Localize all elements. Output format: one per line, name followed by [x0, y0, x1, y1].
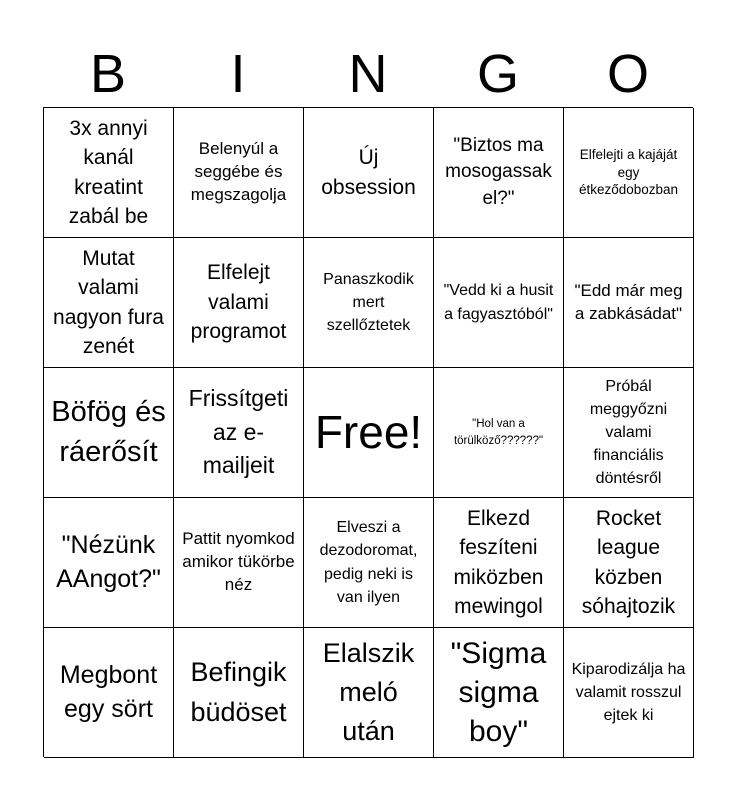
cell-text: "Biztos ma mosogassak el?"	[445, 134, 552, 209]
bingo-cell[interactable]	[304, 108, 434, 238]
cell-text: Rocket league közben sóhajtozik	[581, 506, 676, 618]
bingo-cell[interactable]	[44, 368, 174, 498]
bingo-cell[interactable]	[564, 108, 694, 238]
bingo-cell[interactable]	[564, 628, 694, 758]
cell-text: Megbont egy sört	[59, 660, 158, 723]
cell-text: Mutat valami nagyon fura zenét	[53, 246, 164, 358]
bingo-cell[interactable]	[434, 628, 564, 758]
bingo-cell[interactable]	[174, 238, 304, 368]
cell-text: Elalszik meló után	[322, 637, 415, 747]
bingo-card	[43, 107, 693, 757]
bingo-cell[interactable]	[44, 108, 174, 238]
bingo-cell[interactable]	[174, 108, 304, 238]
cell-text: Elfelejt valami programot	[190, 261, 287, 344]
cell-text: 3x annyi kanál kreatint zabál be	[68, 116, 149, 228]
cell-text: "Nézünk AAngot?"	[56, 530, 161, 593]
header-letter-o: O	[606, 44, 649, 104]
bingo-cell[interactable]	[44, 628, 174, 758]
header-letter-n: N	[348, 44, 388, 104]
cell-text: Próbál meggyőzni valami financiális döntésről	[589, 377, 668, 488]
header-letter-b: B	[89, 44, 127, 104]
cell-text: Új obsession	[321, 146, 416, 199]
bingo-cell[interactable]	[434, 238, 564, 368]
bingo-cell[interactable]	[174, 628, 304, 758]
cell-text: Elveszi a dezodoromat, pedig neki is van ilyen	[319, 519, 418, 606]
bingo-cell[interactable]	[174, 368, 304, 498]
bingo-cell[interactable]	[44, 498, 174, 628]
bingo-cell[interactable]	[44, 238, 174, 368]
cell-text: "Sigma sigma boy"	[450, 637, 547, 748]
header-letter-g: G	[476, 44, 519, 104]
bingo-cell[interactable]	[304, 498, 434, 628]
bingo-cell[interactable]	[304, 238, 434, 368]
bingo-cell[interactable]	[434, 498, 564, 628]
bingo-cell[interactable]	[304, 628, 434, 758]
bingo-cell[interactable]	[174, 498, 304, 628]
cell-text: Pattit nyomkod amikor tükörbe néz	[182, 529, 295, 594]
cell-text: Befingik büdöset	[190, 657, 287, 727]
cell-text: Belenyúl a seggébe és megszagolja	[190, 139, 287, 204]
cell-text: Elkezd feszíteni miközben mewingol	[453, 506, 544, 618]
cell-text: Böfög és ráerősít	[51, 396, 166, 468]
bingo-cell[interactable]	[564, 498, 694, 628]
bingo-cell[interactable]	[434, 108, 564, 238]
bingo-cell[interactable]	[564, 368, 694, 498]
cell-text: Elfelejti a kajáját egy étkeződobozban	[578, 147, 679, 198]
bingo-cell[interactable]	[434, 368, 564, 498]
free-cell-text: Free!	[314, 406, 423, 459]
cell-text: Frissítgeti az e-mailjeit	[188, 385, 289, 479]
cell-text: "Vedd ki a husit a fagyasztóból"	[443, 282, 554, 323]
cell-text: Panaszkodik mert szellőztetek	[323, 270, 414, 335]
cell-text: Kiparodizálja ha valamit rosszul ejtek ki	[571, 660, 686, 725]
cell-text: "Hol van a törülköző??????"	[453, 417, 544, 447]
bingo-header	[43, 40, 693, 108]
free-cell[interactable]	[304, 368, 434, 498]
bingo-cell[interactable]	[564, 238, 694, 368]
header-letter-i: I	[230, 44, 246, 104]
cell-text: "Edd már meg a zabkásádat"	[574, 280, 683, 323]
